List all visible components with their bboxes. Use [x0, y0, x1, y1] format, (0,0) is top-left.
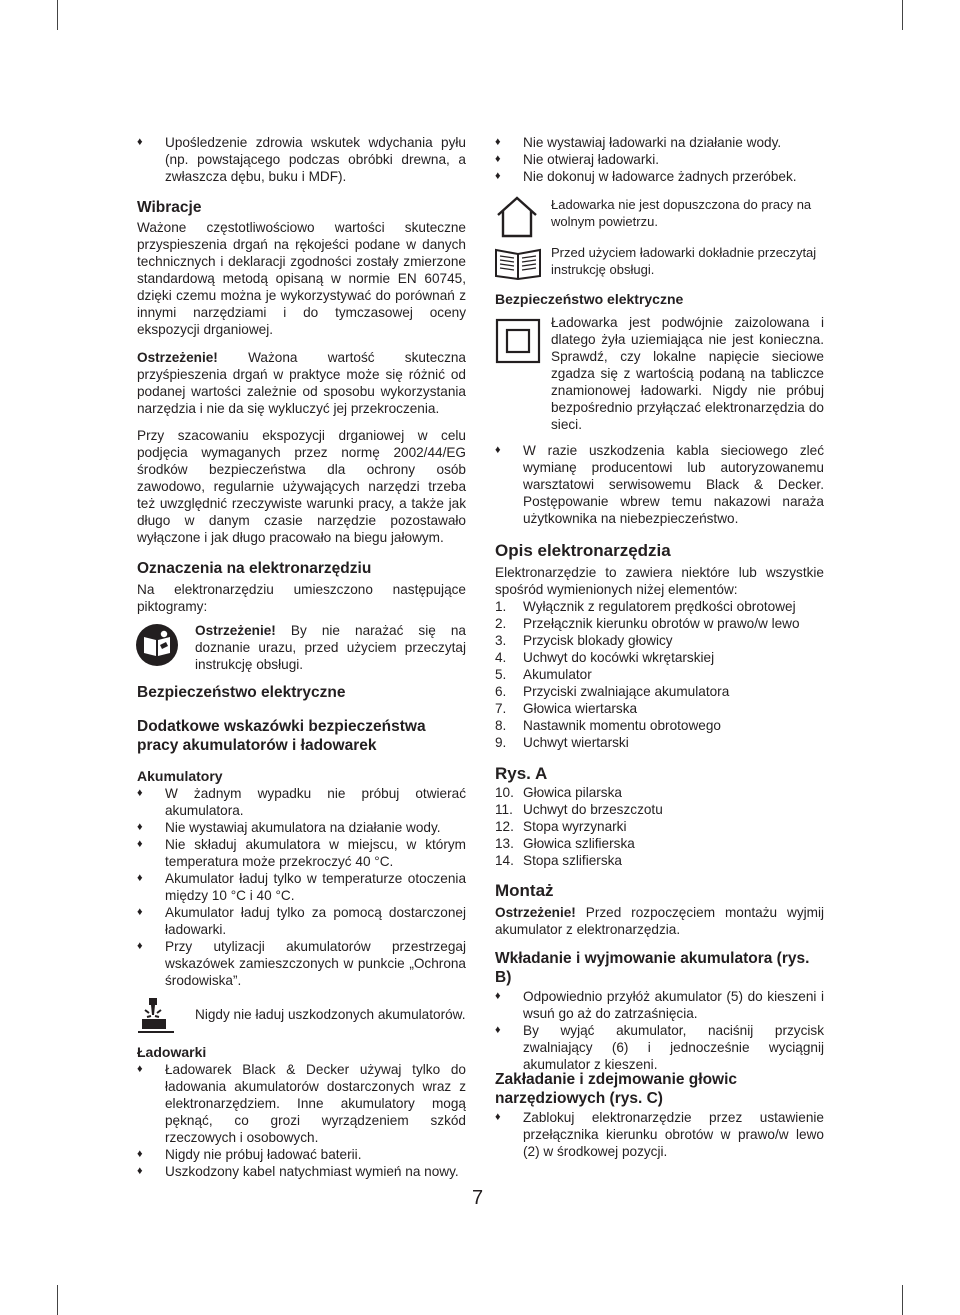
paragraph: Ładowarka jest podwójnie zaizolowana i dlatego żyła uziemiająca nie jest konieczna. Sprawdź, czy lokalne napięcie sieciowe zgadza się z wartością podaną na tabliczce znamionowej ładowarki. Nigdy nie próbuj bezpośrednio przyłączać elektronarzędzia do sieci.	[551, 315, 824, 432]
paragraph: Ważone częstotliwościowo wartości skuteczne przyspieszenia drgań na rękojeści podane w danych technicznych i deklaracji zgodności zostały zmierzone standardową metodą opisaną w normie EN 60745, dzięki czemu można je wykorzystywać do porównań z innymi narzędziami i do tymczasowej oceny ekspozycji drganiowej.	[137, 220, 466, 337]
section-title-bezpieczenstwo-right: Bezpieczeństwo elektryczne	[495, 291, 684, 307]
section-title-wkladanie: Wkładanie i wyjmowanie akumulatora (rys. B)	[495, 950, 810, 986]
paragraph: Ostrzeżenie! By nie narażać się na doznanie urazu, przed użyciem przeczytaj instrukcję obsługi.	[195, 623, 466, 672]
list-item: 13. Głowica szlifierska	[495, 836, 635, 851]
crop-mark	[902, 0, 903, 30]
list-item: ♦ Nie wystawiaj akumulatora na działanie wody.	[137, 820, 441, 835]
subsection-title-akumulatory: Akumulatory	[137, 768, 223, 784]
list-item: ♦ Uszkodzony kabel natychmiast wymień na nowy.	[137, 1164, 459, 1179]
section-title-dodatkowe: Dodatkowe wskazówki bezpieczeństwa pracy akumulatorów i ładowarek	[137, 718, 426, 754]
battery-list	[495, 988, 824, 1073]
list-item: 2. Przełącznik kierunku obrotów w prawo/w lewo	[495, 616, 800, 631]
list-item: ♦ Przy utylizacji akumulatorów przestrzegaj wskazówek zamieszczonych w punkcie „Ochrona środowiska”.	[137, 939, 466, 988]
section-title-wibracje: Wibracje	[137, 199, 202, 216]
akumulatory-list	[137, 785, 466, 989]
paragraph: Ostrzeżenie! Przed rozpoczęciem montażu wyjmij akumulator z elektronarzędzia.	[495, 905, 825, 937]
list-item: 7. Głowica wiertarska	[495, 701, 638, 716]
crop-mark	[57, 1285, 58, 1315]
paragraph: Ostrzeżenie! Ważona wartość skuteczna przyśpieszenia drgań w praktyce może się różnić od podanej wartości zależnie od sposobu wykorzystania narzędzia i nie da się wykluczyć jej przekroczenia.	[137, 350, 466, 416]
list-item: 11. Uchwyt do brzeszczotu	[495, 802, 663, 817]
list-item: ♦ Upośledzenie zdrowia wskutek wdychania pyłu (np. powstającego podczas obróbki drewna, a zwłaszcza dębu, buku i MDF).	[137, 135, 466, 184]
list-item: 5. Akumulator	[495, 667, 592, 682]
list-item: ♦ By wyjąć akumulator, naciśnij przycisk zwalniający (6) i jednocześnie wyciągnij akumulator z kieszeni.	[495, 1023, 824, 1072]
double-insulation-icon	[495, 318, 541, 364]
list-item: 12. Stopa wyrzynarki	[495, 819, 627, 834]
list-item: ♦ Nie dokonuj w ładowarce żadnych przeróbek.	[495, 169, 797, 184]
list-item: 8. Nastawnik momentu obrotowego	[495, 718, 721, 733]
pictogram-read-manual-charger	[495, 244, 824, 280]
section-title-oznaczenia: Oznaczenia na elektronarzędziu	[137, 560, 372, 577]
paragraph: Przy szacowaniu ekspozycji drganiowej w celu podjęcia wymaganych przez normę 2002/44/EG środków bezpieczeństwa dla ochrony osób zawodowo, regularnie używających narzędzi trzeba też uwzględnić rzeczywiste warunki pracy, a także jak długo w danym czasie narzędzie pozostawało wyłączone i jak długo pracowało na biegu jałowym.	[137, 428, 466, 545]
components-list	[495, 598, 824, 751]
list-item: ♦ Nie wystawiaj ładowarki na działanie wody.	[495, 135, 782, 150]
list-item: 1. Wyłącznik z regulatorem prędkości obrotowej	[495, 599, 796, 614]
list-item: ♦ W żadnym wypadku nie próbuj otwierać akumulatora.	[137, 786, 466, 818]
damaged-battery-icon	[137, 996, 177, 1034]
list-item: 6. Przyciski zwalniające akumulatora	[495, 684, 730, 699]
list-item: ♦ Akumulator ładuj tylko za pomocą dostarczonej ładowarki.	[137, 905, 466, 937]
book-icon	[494, 246, 542, 280]
pictogram-damaged-battery	[137, 996, 466, 1023]
crop-mark	[57, 0, 58, 30]
list-item: ♦ Nigdy nie próbuj ładować baterii.	[137, 1147, 362, 1162]
attachments-list	[495, 784, 824, 869]
pictogram-double-insulation	[495, 314, 824, 433]
paragraph: Elektronarzędzie to zawiera niektóre lub wszystkie spośród wymienionych niżej elementów:	[495, 565, 824, 597]
heads-list	[495, 1109, 824, 1160]
list-item: ♦ Akumulator ładuj tylko w temperaturze otoczenia między 10 °C i 40 °C.	[137, 871, 466, 903]
section-title-opis: Opis elektronarzędzia	[495, 541, 671, 560]
list-item: 10. Głowica pilarska	[495, 785, 622, 800]
crop-mark	[902, 1285, 903, 1315]
subsection-title-ladowarki: Ładowarki	[137, 1044, 207, 1060]
ladowarki-list	[137, 1061, 466, 1180]
list-item: ♦ W razie uszkodzenia kabla sieciowego zleć wymianę producentowi lub autoryzowanemu warsztatowi serwisowemu Black & Decker. Postępowanie wbrew temu nakazowi naraża użytkownika na niebezpieczeństwo.	[495, 443, 824, 526]
section-title-rys-a: Rys. A	[495, 764, 548, 783]
page-number: 7	[472, 1187, 484, 1209]
section-title-bezpieczenstwo: Bezpieczeństwo elektryczne	[137, 684, 346, 701]
list-item: ♦ Nie otwieraj ładowarki.	[495, 152, 659, 167]
list-item: ♦ Zablokuj elektronarzędzie przez ustawienie przełącznika kierunku obrotów w prawo/w lewo (2) w środkowej pozycji.	[495, 1110, 824, 1159]
list-item: 14. Stopa szlifierska	[495, 853, 622, 868]
section-title-montaz: Montaż	[495, 881, 554, 900]
paragraph: Przed użyciem ładowarki dokładnie przeczytaj instrukcję obsługi.	[551, 245, 817, 277]
paragraph: Na elektronarzędziu umieszczono następujące piktogramy:	[137, 582, 466, 614]
list-item: ♦ Ładowarek Black & Decker używaj tylko do ładowania akumulatorów dostarczonych wraz z elektronarzędziem. Inne akumulatory mogą pęknąć, co grozi wyrządzeniem szkód rzeczowych i osobowych.	[137, 1062, 466, 1145]
read-manual-icon	[135, 623, 179, 667]
list-item: 9. Uchwyt wiertarski	[495, 735, 629, 750]
paragraph: Nigdy nie ładuj uszkodzonych akumulatorów.	[195, 1007, 466, 1022]
list-item: 3. Przycisk blokady głowicy	[495, 633, 673, 648]
list-item: ♦ Nie składuj akumulatora w miejscu, w którym temperatura może przekroczyć 40 °C.	[137, 837, 466, 869]
house-icon	[495, 196, 539, 238]
charger-list	[495, 134, 824, 185]
section-title-zakladanie: Zakładanie i zdejmowanie głowic narzędziowych (rys. C)	[495, 1071, 738, 1107]
pictogram-read-manual	[137, 622, 466, 673]
pictogram-indoor-use	[495, 196, 824, 240]
paragraph: Ładowarka nie jest dopuszczona do pracy na wolnym powietrzu.	[551, 197, 812, 229]
list-item: ♦ Odpowiednio przyłóż akumulator (5) do kieszeni i wsuń go aż do zatrzaśnięcia.	[495, 989, 824, 1021]
list-item: 4. Uchwyt do kocówki wkrętarskiej	[495, 650, 715, 665]
